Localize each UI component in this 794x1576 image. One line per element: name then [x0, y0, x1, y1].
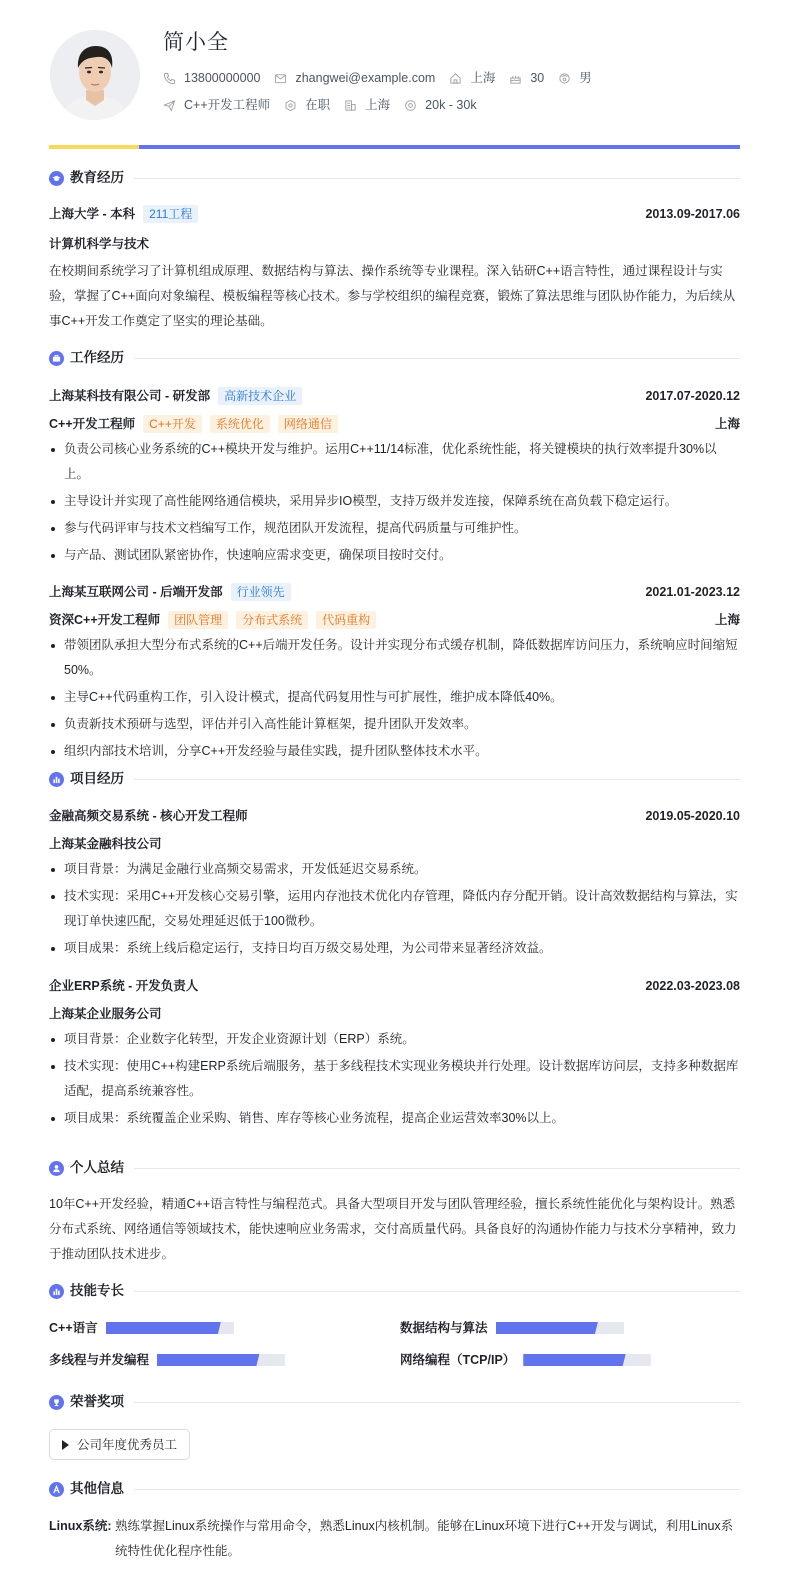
- education-entry-header: [49, 203, 740, 225]
- skills-section: [49, 1281, 740, 1370]
- other-section-title: 其他信息: [49, 1479, 740, 1499]
- trophy-icon: [49, 1395, 64, 1410]
- list-item: 与产品、测试团队紧密协作，快速响应需求变更，确保项目按时交付。: [49, 543, 740, 568]
- skill-item: [400, 1318, 740, 1338]
- home-icon: [449, 72, 462, 85]
- summary-section: [49, 1158, 740, 1267]
- work-city: 上海: [714, 613, 740, 627]
- skill-item: [49, 1350, 400, 1370]
- position-name: C++开发工程师: [49, 417, 136, 431]
- list-item: 组织内部技术培训，分享C++开发经验与最佳实践，提升团队整体技术水平。: [49, 739, 740, 764]
- project-bullets: [49, 1027, 740, 1131]
- company-name: 上海某互联网公司 - 后端开发部: [49, 585, 223, 599]
- phone-icon: [163, 72, 176, 85]
- work-section-title: 工作经历: [49, 348, 740, 368]
- education-description: 在校期间系统学习了计算机组成原理、数据结构与算法、操作系统等专业课程。深入钻研C++语言特性，通过课程设计与实验，掌握了C++面向对象编程、模板编程等核心技术。参与学校组织的编程竞赛，锻炼了算法思维与团队协作能力，为后续从事C++开发工作奠定了坚实的理论基础。: [49, 264, 736, 328]
- skill-level-fill: [106, 1322, 221, 1334]
- skills-section-title: 技能专长: [49, 1281, 740, 1301]
- status-hexagon-icon: [284, 99, 297, 112]
- other-info-label: Linux系统:: [49, 1519, 112, 1533]
- company-name: 上海某科技有限公司 - 研发部: [49, 389, 211, 403]
- job-city-info: [344, 95, 390, 115]
- job-intent-row: [163, 95, 491, 115]
- projects-section: [49, 769, 740, 1133]
- skill-name: 数据结构与算法: [400, 1321, 488, 1335]
- job-title-text: C++开发工程师: [184, 98, 271, 112]
- project-entry: [49, 805, 740, 961]
- age-info: [509, 68, 544, 88]
- location-text: 上海: [470, 71, 496, 85]
- project-entry: [49, 975, 740, 1131]
- gender-icon: [558, 72, 571, 85]
- work-bullets: [49, 633, 740, 764]
- work-entry-header: [49, 581, 740, 603]
- graduation-cap-icon: [49, 171, 64, 186]
- job-city-text: 上海: [365, 98, 391, 112]
- awards-section: [49, 1392, 740, 1460]
- location-info: [449, 68, 495, 88]
- list-item: 带领团队承担大型分布式系统的C++后端开发任务。设计并实现分布式缓存机制，降低数据库访问压力，系统响应时间缩短50%。: [49, 633, 740, 683]
- summary-section-title: 个人总结: [49, 1158, 740, 1178]
- work-position-row: [49, 609, 740, 631]
- position-name: 资深C++开发工程师: [49, 613, 161, 627]
- candidate-name: 简小全: [163, 31, 229, 54]
- user-icon: [49, 1161, 64, 1176]
- skills-grid: [49, 1318, 740, 1370]
- skill-item: [400, 1350, 740, 1370]
- skill-tag: 代码重构: [316, 611, 376, 629]
- list-item: 项目成果：系统覆盖企业采购、销售、库存等核心业务流程，提高企业运营效率30%以上。: [49, 1106, 740, 1131]
- skill-level-fill: [157, 1354, 259, 1366]
- list-item: 参与代码评审与技术文档编写工作，规范团队开发流程，提高代码质量与可维护性。: [49, 516, 740, 541]
- list-item: 技术实现：采用C++开发核心交易引擎，运用内存池技术优化内存管理，降低内存分配开销。设计高效数据结构与算法，实现订单快速匹配，交易处理延迟低于100微秒。: [49, 884, 740, 934]
- list-item: 技术实现：使用C++构建ERP系统后端服务，基于多线程技术实现业务模块并行处理。设计数据库访问层，支持多种数据库适配，提高系统兼容性。: [49, 1054, 740, 1104]
- header-divider-bar: [49, 145, 740, 149]
- gender-info: [558, 68, 592, 88]
- list-item: 主导设计并实现了高性能网络通信模块，采用异步IO模型，支持万级并发连接，保障系统在高负载下稳定运行。: [49, 489, 740, 514]
- project-entry-header: [49, 805, 740, 827]
- work-entry: [49, 385, 740, 568]
- education-section-title: 教育经历: [49, 168, 740, 188]
- avatar: [50, 30, 140, 120]
- project-date: 2022.03-2023.08: [645, 979, 740, 993]
- other-section: [49, 1479, 740, 1564]
- skill-level-fill: [523, 1354, 625, 1366]
- education-section: [49, 168, 740, 334]
- list-item: 项目成果：系统上线后稳定运行，支持日均百万级交易处理，为公司带来显著经济效益。: [49, 936, 740, 961]
- coin-icon: [404, 99, 417, 112]
- phone-text: 13800000000: [184, 71, 261, 85]
- resume-header: [49, 0, 740, 145]
- project-company: 上海某金融科技公司: [49, 837, 162, 851]
- work-position-row: [49, 413, 740, 435]
- salary-text: 20k - 30k: [425, 98, 477, 112]
- list-item: 负责新技术预研与选型，评估并引入高性能计算框架，提升团队开发效率。: [49, 712, 740, 737]
- job-title-info: [163, 95, 270, 115]
- skill-name: 网络编程（TCP/IP）: [400, 1353, 516, 1367]
- award-item: [49, 1429, 190, 1460]
- play-triangle-icon: [62, 1440, 69, 1450]
- major-name: 计算机科学与技术: [49, 237, 150, 251]
- school-name: 上海大学 - 本科: [49, 207, 136, 221]
- cake-icon: [509, 72, 522, 85]
- age-text: 30: [530, 71, 545, 85]
- skill-name: C++语言: [49, 1321, 98, 1335]
- list-item: 负责公司核心业务系统的C++模块开发与维护。运用C++11/14标准，优化系统性能，将关键模块的执行效率提升30%以上。: [49, 437, 740, 487]
- summary-text: 10年C++开发经验，精通C++语言特性与编程范式。具备大型项目开发与团队管理经验，擅长系统性能优化与架构设计。熟悉分布式系统、网络通信等领域技术，能快速响应业务需求，交付高质量代码。具备良好的沟通协作能力与技术分享精神，致力于推动团队技术进步。: [49, 1197, 737, 1261]
- skill-tag: 分布式系统: [236, 611, 308, 629]
- salary-info: [404, 95, 476, 115]
- skill-name: 多线程与并发编程: [49, 1353, 150, 1367]
- school-tag: 211工程: [143, 205, 198, 223]
- phone-info: [163, 68, 260, 88]
- skill-level-bar: [523, 1354, 651, 1366]
- letter-a-icon: [49, 1482, 64, 1497]
- gender-text: 男: [579, 71, 592, 85]
- work-date: 2021.01-2023.12: [645, 585, 740, 599]
- project-date: 2019.05-2020.10: [645, 809, 740, 823]
- skill-level-bar: [496, 1322, 624, 1334]
- project-name: 金融高频交易系统 - 核心开发工程师: [49, 809, 248, 823]
- list-item: 主导C++代码重构工作，引入设计模式，提高代码复用性与可扩展性，维护成本降低40%。: [49, 685, 740, 710]
- skill-level-bar: [106, 1322, 234, 1334]
- status-info: [284, 95, 330, 115]
- list-item: 项目背景：企业数字化转型，开发企业资源计划（ERP）系统。: [49, 1027, 740, 1052]
- work-city: 上海: [714, 417, 740, 431]
- company-tag: 高新技术企业: [218, 387, 302, 405]
- work-date: 2017.07-2020.12: [645, 389, 740, 403]
- awards-section-title: 荣誉奖项: [49, 1392, 740, 1412]
- project-company: 上海某企业服务公司: [49, 1007, 162, 1021]
- work-bullets: [49, 437, 740, 568]
- briefcase-icon: [49, 351, 64, 366]
- other-info-item: [49, 1514, 740, 1564]
- send-icon: [163, 99, 176, 112]
- skill-level-fill: [496, 1322, 598, 1334]
- skill-tag: 团队管理: [168, 611, 228, 629]
- bar-chart-icon: [49, 1284, 64, 1299]
- work-section: [49, 348, 740, 766]
- skill-tag: 系统优化: [210, 415, 270, 433]
- work-entry: [49, 581, 740, 764]
- skill-tag: 网络通信: [278, 415, 338, 433]
- award-name: 公司年度优秀员工: [77, 1437, 178, 1452]
- bar-chart-icon: [49, 772, 64, 787]
- projects-section-title: 项目经历: [49, 769, 740, 789]
- mail-icon: [274, 72, 287, 85]
- other-info-text: 熟练掌握Linux系统操作与常用命令，熟悉Linux内核机制。能够在Linux环境下进行C++开发与调试，利用Linux系统特性优化程序性能。: [115, 1519, 734, 1558]
- building-icon: [344, 99, 357, 112]
- project-bullets: [49, 857, 740, 961]
- work-entry-header: [49, 385, 740, 407]
- email-text: zhangwei@example.com: [295, 71, 436, 85]
- status-text: 在职: [305, 98, 331, 112]
- project-name: 企业ERP系统 - 开发负责人: [49, 979, 199, 993]
- avatar-portrait-icon: [50, 30, 140, 120]
- skill-tag: C++开发: [143, 415, 202, 433]
- company-tag: 行业领先: [231, 583, 291, 601]
- project-entry-header: [49, 975, 740, 997]
- contact-row: [163, 68, 606, 88]
- skill-item: [49, 1318, 400, 1338]
- email-info: [274, 68, 435, 88]
- list-item: 项目背景：为满足金融行业高频交易需求，开发低延迟交易系统。: [49, 857, 740, 882]
- skill-level-bar: [157, 1354, 285, 1366]
- education-date: 2013.09-2017.06: [645, 207, 740, 221]
